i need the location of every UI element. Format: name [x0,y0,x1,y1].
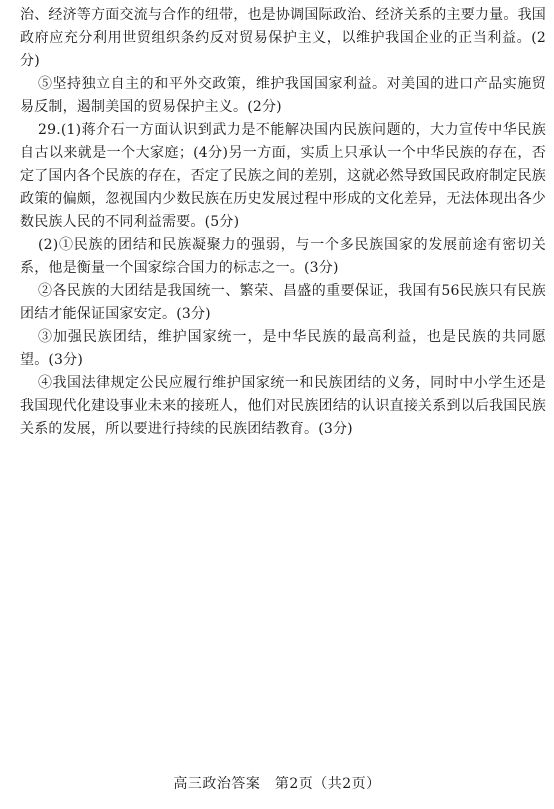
page-footer: 高三政治答案 第2页（共2页） [173,776,381,792]
answer-paragraph-continuation: 治、经济等方面交流与合作的纽带，也是协调国际政治、经济关系的主要力量。我国政府应充分利用世贸组织条约反对贸易保护主义，以维护我国企业的正当利益。(2分) [20,7,546,69]
question-29-part-2-point-3: ③加强民族团结，维护国家统一，是中华民族的最高利益，也是民族的共同愿望。(3分) [20,329,546,368]
question-29-part-2-point-1: (2)①民族的团结和民族凝聚力的强弱，与一个多民族国家的发展前途有密切关系，他是衡量一个国家综合国力的标志之一。(3分) [20,237,546,276]
question-29-part-2-point-4: ④我国法律规定公民应履行维护国家统一和民族团结的义务，同时中小学生还是我国现代化建设事业未来的接班人，他们对民族团结的认识直接关系到以后我国民族关系的发展，所以要进行持续的民族团结教育。(3分) [20,375,546,437]
question-29-part-1: 29.(1)蒋介石一方面认识到武力是不能解决国内民族问题的，大力宣传中华民族自古以来就是一个大家庭；(4分)另一方面，实质上只承认一个中华民族的存在，否定了国内各个民族的存在，否定了民族之间的差别，这就必然导致国民政府制定民族政策的偏颇，忽视国内少数民族在历史发展过程中形成的文化差异，无法体现出各少数民族人民的不同利益需要。(5分) [20,122,546,230]
answer-body [20,4,546,441]
question-29-part-2-point-2: ②各民族的大团结是我国统一、繁荣、昌盛的重要保证，我国有56民族只有民族团结才能保证国家安定。(3分) [20,283,546,322]
answer-point-5: ⑤坚持独立自主的和平外交政策，维护我国国家利益。对美国的进口产品实施贸易反制，遏制美国的贸易保护主义。(2分) [20,76,546,115]
